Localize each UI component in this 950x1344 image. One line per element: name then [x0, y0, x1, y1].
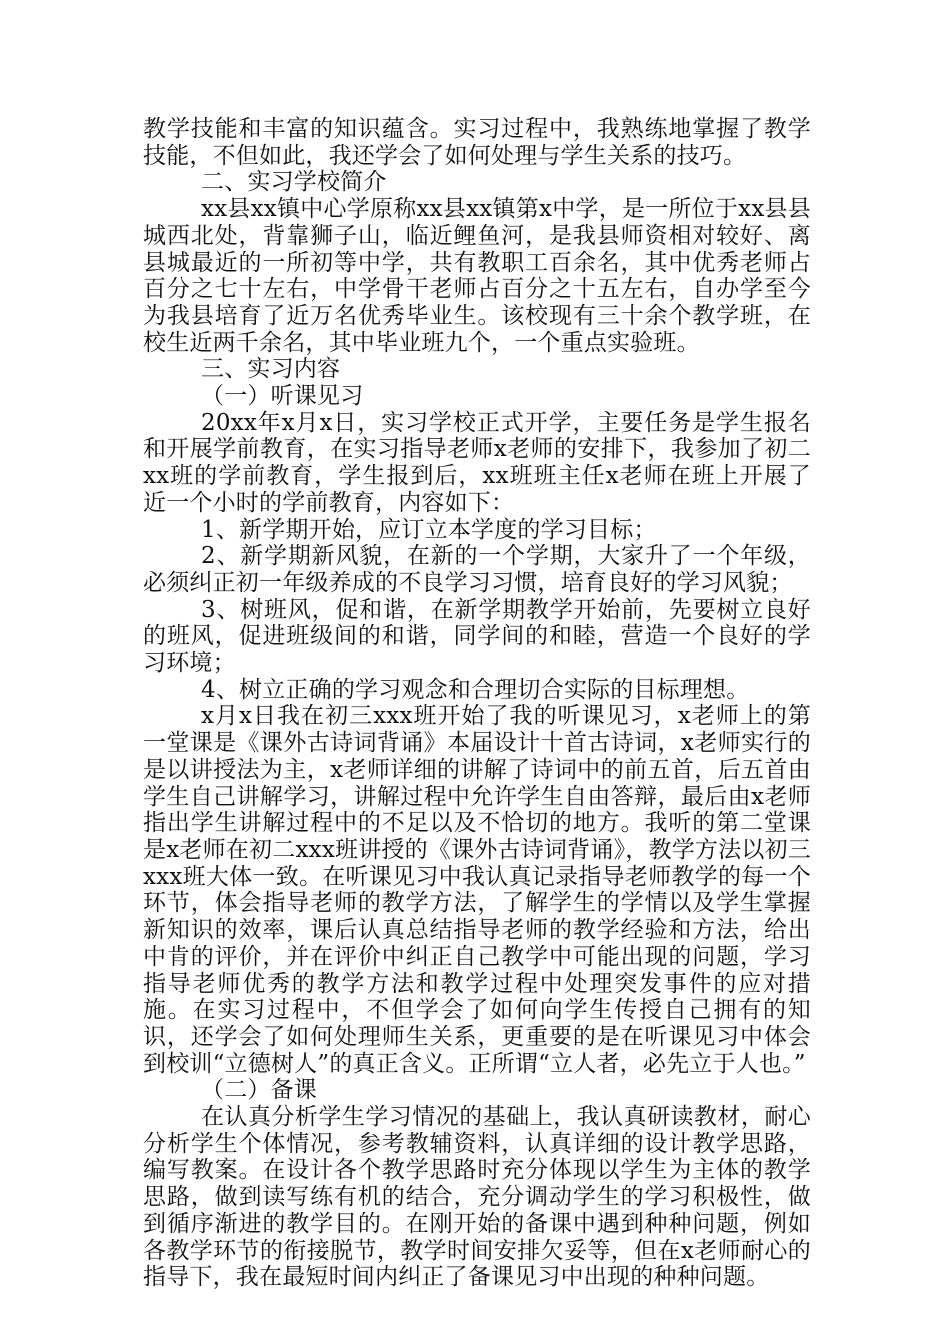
section-heading-school-intro: 二、实习学校简介 — [201, 169, 387, 196]
document-body — [143, 116, 811, 1291]
section-heading-content: 三、实习内容 — [201, 356, 341, 383]
list-item-2: 2、新学期新风貌，在新的一个学期，大家升了一个年级，必须纠正初一年级养成的不良学习习惯，培育良好的学习风貌； — [143, 543, 811, 596]
paragraph-lesson-prep: 在认真分析学生学习情况的基础上，我认真研读教材，耐心分析学生个体情况，参考教辅资料，认真详细的设计教学思路，编写教案。在设计各个教学思路时充分体现以学生为主体的教学思路，做到读写练有机的结合，充分调动学生的学习积极性，做到循序渐进的教学目的。在刚开始的备课中遇到种种问题，例如各教学环节的衔接脱节，教学时间安排欠妥等，但在x老师耐心的指导下，我在最短时间内纠正了备课见习中出现的种种问题。 — [143, 1104, 811, 1291]
subsection-heading-observation: （一）听课见习 — [201, 383, 364, 410]
paragraph-observation-detail: x月x日我在初三xxx班开始了我的听课见习，x老师上的第一堂课是《课外古诗词背诵》本届设计十首古诗词，x老师实行的是以讲授法为主，x老师详细的讲解了诗词中的前五首，后五首由学生自己讲解学习，讲解过程中允许学生自由答辩，最后由x老师指出学生讲解过程中的不足以及不恰切的地方。我听的第二堂课是x老师在初二xxx班讲授的《课外古诗词背诵》，教学方法以初三xxx班大体一致。在听课见习中我认真记录指导老师教学的每一个环节，体会指导老师的教学方法，了解学生的学情以及学生掌握新知识的效率，课后认真总结指导老师的教学经验和方法，给出中肯的评价，并在评价中纠正自己教学中可能出现的问题，学习指导老师优秀的教学方法和教学过程中处理突发事件的应对措施。在实习过程中，不但学会了如何向学生传授自己拥有的知识，还学会了如何处理师生关系，更重要的是在听课见习中体会到校训“立德树人”的真正含义。正所谓“立人者，必先立于人也。” — [143, 703, 811, 1077]
list-item-3: 3、树班风，促和谐，在新学期教学开始前，先要树立良好的班风，促进班级间的和谐，同学间的和睦，营造一个良好的学习环境； — [143, 596, 811, 677]
paragraph-intro-continuation: 教学技能和丰富的知识蕴含。实习过程中，我熟练地掌握了教学技能，不但如此，我还学会了如何处理与学生关系的技巧。 — [143, 116, 811, 169]
list-item-4: 4、树立正确的学习观念和合理切合实际的目标理想。 — [201, 676, 750, 703]
paragraph-school-start: 20xx年x月x日，实习学校正式开学，主要任务是学生报名和开展学前教育，在实习指导老师x老师的安排下，我参加了初二xx班的学前教育，学生报到后，xx班班主任x老师在班上开展了近一个小时的学前教育，内容如下： — [143, 409, 811, 516]
subsection-heading-lesson-prep: （二）备课 — [201, 1077, 317, 1104]
paragraph-school-intro: xx县xx镇中心学原称xx县xx镇第x中学，是一所位于xx县县城西北处，背靠狮子山，临近鲤鱼河，是我县师资相对较好、离县城最近的一所初等中学，共有教职工百余名，其中优秀老师占百分之七十左右，中学骨干老师占百分之十五左右，自办学至今为我县培育了近万名优秀毕业生。该校现有三十余个教学班，在校生近两千余名，其中毕业班九个，一个重点实验班。 — [143, 196, 811, 356]
list-item-1: 1、新学期开始，应订立本学度的学习目标； — [201, 516, 657, 543]
